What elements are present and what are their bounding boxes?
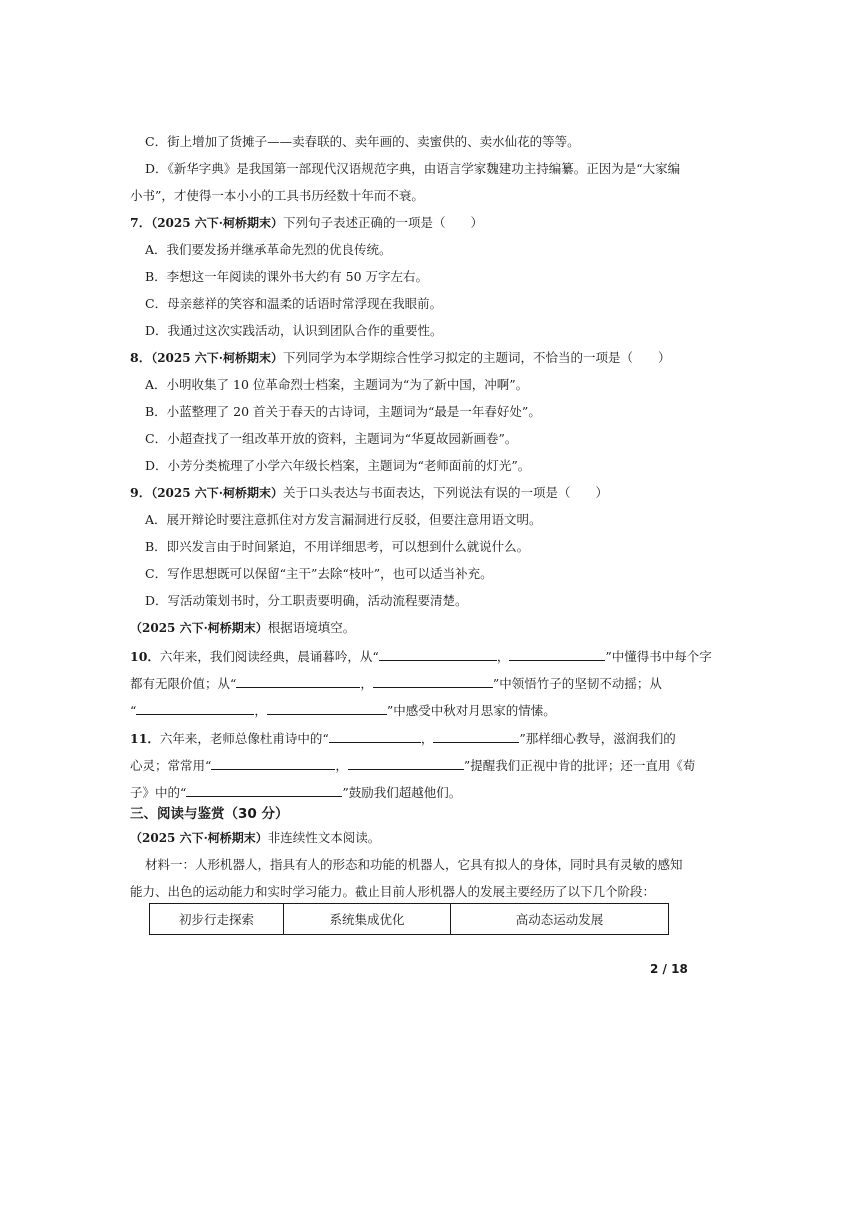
q11-blank-5[interactable] [186,783,342,797]
q11-blank-3[interactable] [211,756,335,770]
q10-blank-5[interactable] [136,701,254,715]
fill-intro [130,620,355,636]
material1-line2: 能力、出色的运动能力和实时学习能力。截止目前人形机器人的发展主要经历了以下几个阶段： [130,884,656,899]
q10-text-6: ”中领悟竹子的坚韧不动摇；从 [492,676,662,691]
q11-text-5: ， [335,758,348,773]
q10-text-7: “ [130,703,137,718]
fill-intro-source: （2025 六下·柯桥期末） [130,621,268,635]
q6-option-d-line1: D．《新华字典》是我国第一部现代汉语规范字典，由语言学家魏建功主持编纂。正因为是“大家编 [145,161,681,176]
q7-stem-text: 下列句子表述正确的一项是（ ） [282,215,483,230]
page-number: 2 / 18 [650,962,688,976]
q11-text-4: 心灵；常常用“ [130,758,212,773]
q8-number: 8． [130,350,152,365]
stage-cell-2: 系统集成优化 [284,904,451,935]
q10-line2 [130,674,662,692]
q8-stem-text: 下列同学为本学期综合性学习拟定的主题词，不恰当的一项是（ ） [282,350,671,365]
q9-source: （2025 六下·柯桥期末） [151,486,283,500]
q8-option-d: D．小芳分类梳理了小学六年级长档案，主题词为“老师面前的灯光”。 [145,458,531,473]
q9-stem-text: 关于口头表达与书面表达，下列说法有误的一项是（ ） [282,485,608,500]
fill-intro-text: 根据语境填空。 [267,620,356,635]
q10-blank-3[interactable] [236,674,360,688]
q11-text-3: ”那样细心教导，滋润我们的 [519,731,676,746]
q10-text-2: ， [496,649,510,664]
q10-text-3: ”中懂得书中每个字 [605,649,712,664]
q8-stem [130,350,670,366]
q9-option-d: D．写活动策划书时，分工职责要明确，活动流程要清楚。 [145,593,468,608]
q9-option-c: C．写作思想既可以保留“主干”去除“枝叶”，也可以适当补充。 [145,566,493,581]
q11-line1 [130,729,676,747]
q7-option-a: A．我们要发扬并继承革命先烈的优良传统。 [145,242,392,257]
q11-blank-2[interactable] [433,729,519,743]
q8-option-b: B．小蓝整理了 20 首关于春天的古诗词，主题词为“最是一年春好处”。 [145,404,541,419]
q10-line3 [130,701,556,719]
q6-option-d-line2: 小书”，才使得一本小小的工具书历经数十年而不衰。 [130,188,424,203]
q11-line2 [130,756,695,774]
q10-number: 10． [130,649,160,664]
q7-number: 7． [130,215,152,230]
reading-source: （2025 六下·柯桥期末） [130,831,268,845]
robot-stages-table [149,903,669,935]
q7-option-c: C．母亲慈祥的笑容和温柔的话语时常浮现在我眼前。 [145,296,443,311]
q9-stem [130,485,608,501]
q11-text-7: 子》中的“ [130,785,187,800]
q10-text-5: ， [360,676,373,691]
material1-line1: 材料一：人形机器人，指具有人的形态和功能的机器人，它具有拟人的身体，同时具有灵敏的感知 [145,857,683,872]
q10-blank-6[interactable] [267,701,387,715]
q11-text-1: 六年来，老师总像杜甫诗中的“ [159,731,329,746]
stage-cell-1: 初步行走探索 [150,904,284,935]
q8-option-c: C．小超查找了一组改革开放的资料，主题词为“华夏故园新画卷”。 [145,431,518,446]
q10-text-8: ， [254,703,267,718]
q9-option-b: B．即兴发言由于时间紧迫，不用详细思考，可以想到什么就说什么。 [145,539,530,554]
q10-text-4: 都有无限价值；从“ [130,676,237,691]
reading-intro [130,830,380,846]
q11-text-6: ”提醒我们正视中肯的批评；还一直用《荀 [463,758,696,773]
q11-line3 [130,783,461,801]
q11-text-8: ”鼓励我们超越他们。 [342,785,462,800]
q10-text-9: ”中感受中秋对月思家的情愫。 [386,703,556,718]
q6-option-c: C．街上增加了货摊子——卖春联的、卖年画的、卖蜜供的、卖水仙花的等等。 [145,134,580,149]
table-row [150,904,669,935]
q10-blank-2[interactable] [509,647,605,661]
q11-blank-4[interactable] [348,756,464,770]
stage-cell-3: 高动态运动发展 [451,904,669,935]
q9-number: 9． [130,485,152,500]
q11-text-2: ， [420,731,434,746]
reading-text: 非连续性文本阅读。 [267,830,381,845]
q8-source: （2025 六下·柯桥期末） [151,351,283,365]
q10-blank-4[interactable] [373,674,493,688]
q7-option-d: D．我通过这次实践活动，认识到团队合作的重要性。 [145,323,443,338]
q10-blank-1[interactable] [379,647,497,661]
q9-option-a: A．展开辩论时要注意抓住对方发言漏洞进行反驳，但要注意用语文明。 [145,512,542,527]
q10-text-1: 六年来，我们阅读经典，晨诵暮吟，从“ [159,649,379,664]
q11-blank-1[interactable] [329,729,421,743]
q8-option-a: A．小明收集了 10 位革命烈士档案，主题词为“为了新中国，冲啊”。 [145,377,529,392]
q7-source: （2025 六下·柯桥期末） [151,216,283,230]
q7-option-b: B．李想这一年阅读的课外书大约有 50 万字左右。 [145,269,429,284]
section-3-title: 三、阅读与鉴赏（30 分） [130,806,289,822]
q11-number: 11． [130,731,160,746]
q10-line1 [130,647,712,665]
q7-stem [130,215,483,231]
